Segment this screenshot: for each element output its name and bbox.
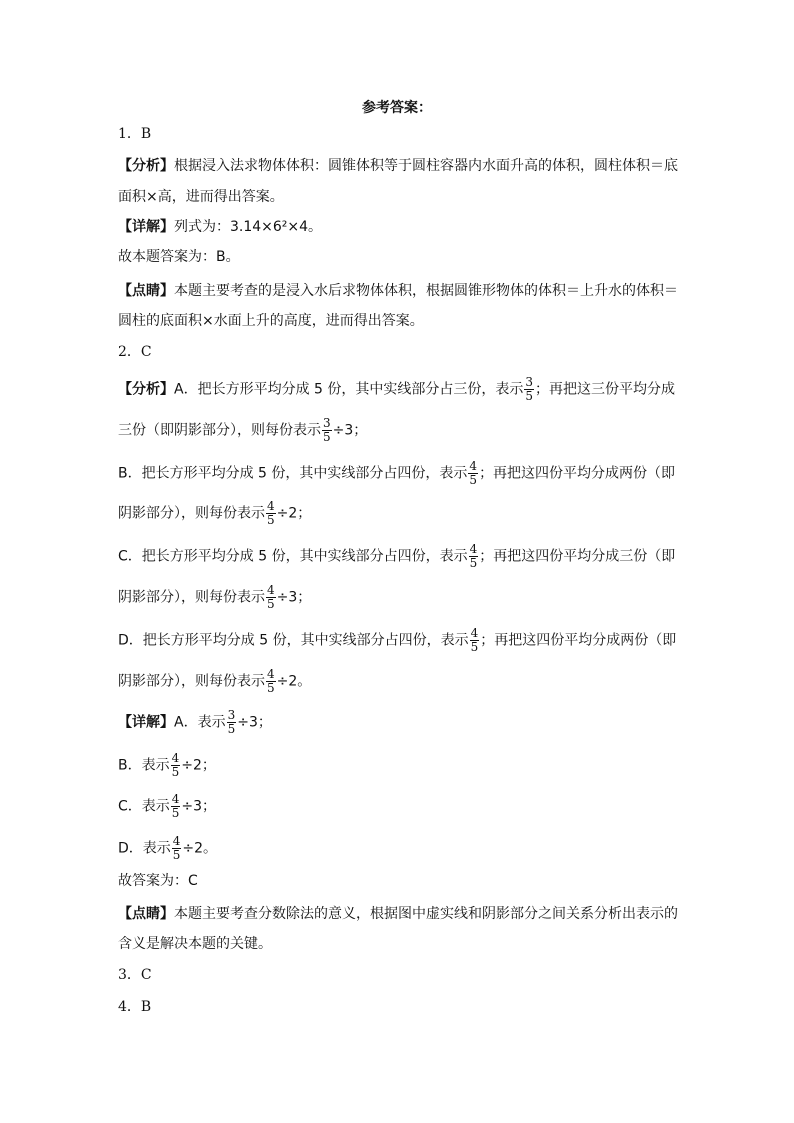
analysis-tag: 【分析】 (118, 381, 174, 398)
detail-tag: 【详解】 (118, 219, 174, 235)
q2-detail-b-text: B．表示 (118, 757, 170, 774)
q2-b-text-tail: ；再把这四份平均分成两份（即 (479, 465, 676, 482)
q2-c-line2-tail: ÷3； (276, 589, 312, 606)
point-tag: 【点睛】 (118, 906, 174, 922)
q2-detail-b-tail: ÷2； (181, 757, 216, 774)
q2-number: 2．C (118, 344, 152, 360)
q2-point-text-1: 本题主要考查分数除法的意义，根据图中虚实线和阴影部分之间关系分析出表示的 (174, 906, 678, 922)
q2-analysis-d-line-2 (118, 668, 678, 695)
numerator: 4 (267, 667, 275, 681)
q1-analysis-text-1: 根据浸入法求物体体积：圆锥体积等于圆柱容器内水面升高的体积，圆柱体积＝底 (174, 158, 678, 174)
fraction-four-fifths (266, 500, 276, 527)
numerator: 3 (323, 416, 331, 430)
numerator: 4 (469, 459, 478, 473)
q1-analysis-line-2: 面积×高，进而得出答案。 (118, 189, 284, 205)
detail-tag: 【详解】 (118, 714, 174, 731)
numerator: 3 (227, 708, 236, 722)
denominator: 5 (267, 681, 275, 695)
q2-detail-d-text: D．表示 (118, 840, 171, 857)
q2-a-line2-text: 三份（即阴影部分），则每份表示 (118, 422, 321, 439)
fraction-four-fifths (171, 752, 181, 779)
denominator: 5 (323, 430, 331, 444)
q1-answer: 故本题答案为：B。 (118, 249, 240, 265)
q2-detail-a-text: A．表示 (174, 714, 226, 731)
q2-d-line2-tail: ÷2。 (276, 673, 312, 690)
q1-detail-line (118, 216, 678, 238)
denominator: 5 (171, 806, 180, 820)
fraction-three-fifths (322, 417, 332, 444)
q2-detail-c-text: C．表示 (118, 798, 170, 815)
numerator: 4 (470, 626, 479, 640)
q2-detail-a-tail: ÷3； (237, 714, 272, 731)
q2-a-line2-tail: ÷3； (332, 422, 368, 439)
numerator: 4 (171, 792, 180, 806)
q2-detail-d (118, 835, 678, 862)
denominator: 5 (469, 556, 478, 570)
q2-d-text: D．把长方形平均分成 5 份，其中实线部分占四份，表示 (118, 632, 469, 649)
fraction-three-fifths (227, 709, 237, 736)
q1-point-line-1 (118, 280, 678, 302)
q2-detail-d-tail: ÷2。 (182, 840, 218, 857)
numerator: 3 (525, 375, 534, 389)
q2-c-text-tail: ；再把这四份平均分成三份（即 (479, 548, 676, 565)
denominator: 5 (172, 848, 181, 862)
q3-number: 3．C (118, 967, 152, 983)
q2-b-line2-text: 阴影部分），则每份表示 (118, 505, 265, 522)
q1-point-line-2: 圆柱的底面积×水面上升的高度，进而得出答案。 (118, 313, 424, 329)
fraction-three-fifths (524, 376, 534, 403)
q2-a-text-tail: ；再把这三份平均分成 (535, 381, 676, 398)
page-title: 参考答案： (362, 100, 432, 116)
denominator: 5 (267, 597, 275, 611)
fraction-four-fifths (172, 835, 182, 862)
numerator: 4 (267, 499, 275, 513)
q2-detail-c-tail: ÷3； (181, 798, 217, 815)
fraction-four-fifths (468, 460, 478, 487)
fraction-four-fifths (171, 793, 181, 820)
q2-analysis-a-line-2 (118, 417, 678, 444)
q2-detail-a (118, 709, 678, 736)
q2-point-line-2: 含义是解决本题的关键。 (118, 936, 272, 952)
q2-answer: 故答案为：C (118, 873, 198, 889)
q2-detail-b (118, 752, 678, 779)
denominator: 5 (227, 722, 236, 736)
denominator: 5 (470, 640, 479, 654)
analysis-tag: 【分析】 (118, 158, 174, 174)
denominator: 5 (267, 513, 275, 527)
denominator: 5 (469, 473, 478, 487)
q2-d-line2-text: 阴影部分），则每份表示 (118, 673, 265, 690)
q2-c-text: C．把长方形平均分成 5 份，其中实线部分占四份，表示 (118, 548, 468, 565)
q1-analysis-line-1 (118, 155, 678, 177)
q2-analysis-d-line-1 (118, 627, 678, 654)
numerator: 4 (469, 542, 478, 556)
q2-analysis-c-line-1 (118, 543, 678, 570)
q2-b-text: B．把长方形平均分成 5 份，其中实线部分占四份，表示 (118, 465, 468, 482)
numerator: 4 (171, 751, 180, 765)
q1-detail-text: 列式为：3.14×6²×4。 (174, 219, 323, 235)
q2-b-line2-tail: ÷2； (276, 505, 312, 522)
numerator: 4 (172, 834, 181, 848)
fraction-four-fifths (470, 627, 480, 654)
q2-a-text: A．把长方形平均分成 5 份，其中实线部分占三份，表示 (174, 381, 524, 398)
q4-number: 4．B (118, 999, 152, 1015)
q2-analysis-c-line-2 (118, 584, 678, 611)
fraction-four-fifths (266, 668, 276, 695)
denominator: 5 (525, 389, 534, 403)
q1-point-text-1: 本题主要考查的是浸入水后求物体体积，根据圆锥形物体的体积＝上升水的体积＝ (174, 283, 678, 299)
q2-analysis-b-line-1 (118, 460, 678, 487)
q2-detail-c (118, 793, 678, 820)
denominator: 5 (171, 765, 180, 779)
fraction-four-fifths (266, 584, 276, 611)
q2-point-line-1 (118, 903, 678, 925)
numerator: 4 (267, 583, 275, 597)
q2-analysis-a-line-1 (118, 376, 678, 403)
point-tag: 【点睛】 (118, 283, 174, 299)
fraction-four-fifths (469, 543, 479, 570)
q1-number: 1．B (118, 126, 152, 142)
q2-analysis-b-line-2 (118, 500, 678, 527)
q2-c-line2-text: 阴影部分），则每份表示 (118, 589, 265, 606)
q2-d-text-tail: ；再把这四份平均分成两份（即 (480, 632, 677, 649)
